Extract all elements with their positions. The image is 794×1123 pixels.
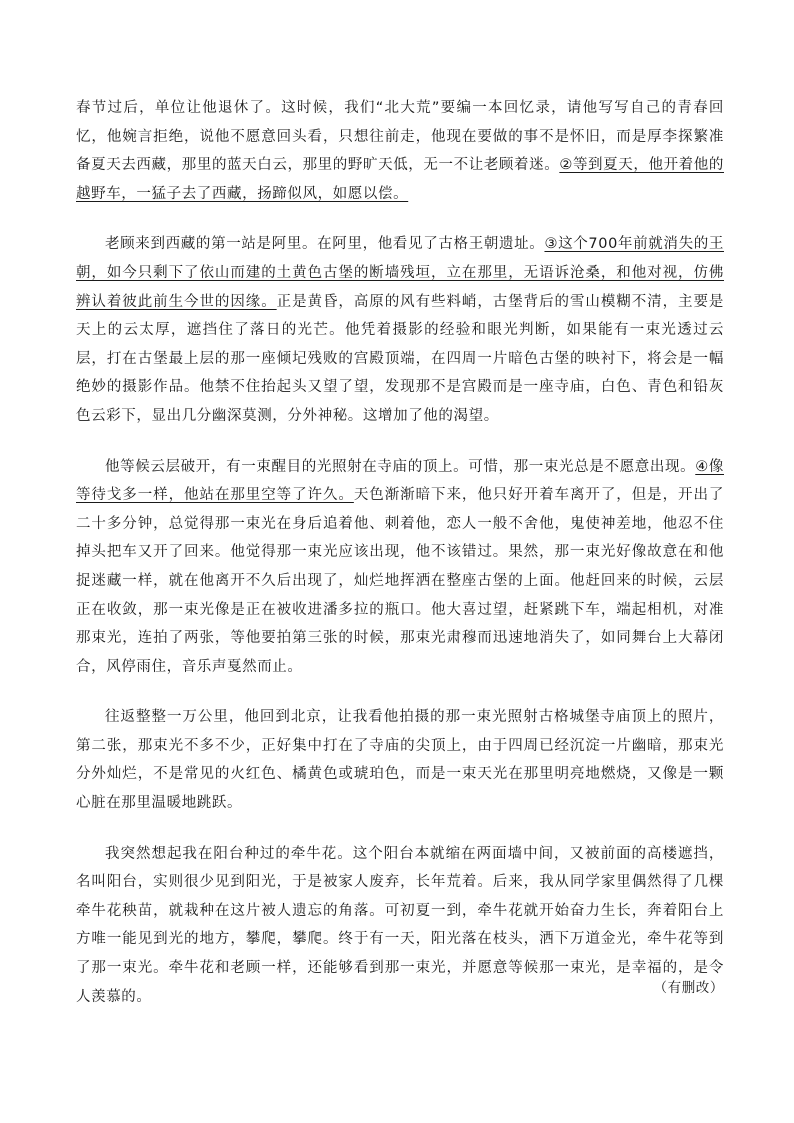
paragraph-2-tail: 正是黄昏，高原的风有些料峭，古堡背后的雪山模糊不清，主要是天上的云太厚，遮挡住了落日的光芒。他凭着摄影的经验和眼光判断，如果能有一束光透过云层，打在古堡最上层的那一座倾圮残败的宫殿顶端，在四周一片暗色古堡的映衬下，将会是一幅绝妙的摄影作品。他禁不住抬起头又望了望，发现那不是宫殿而是一座寺庙，白色、青色和铅灰色云彩下，显出几分幽深莫测，分外神秘。这增加了他的渴望。 (76, 293, 724, 424)
paragraph-4 (76, 703, 724, 817)
paragraph-5 (76, 840, 724, 1012)
paragraph-1-text: 春节过后，单位让他退休了。这时候，我们“北大荒”要编一本回忆录，请他写写自己的青春回忆，他婉言拒绝，说他不愿意回头看，只想往前走，他现在要做的事不是怀旧，而是厚李探繁准备夏天去西藏，那里的蓝天白云，那里的野旷天低，无一不让老顾着迷。 (76, 100, 724, 174)
article-body (76, 94, 724, 1033)
source-note: （有删改） (653, 980, 724, 996)
underlined-sentence-3: ③这个700年前就消失的王朝，如今只剩下了依山而建的土黄色古堡的断墙残垣，立在那里，无语诉沧桑，和他对视，仿佛辨认着彼此前生今世的因缘。 (76, 236, 724, 310)
paragraph-4-text: 往返整整一万公里，他回到北京，让我看他拍摄的那一束光照射古格城堡寺庙顶上的照片，第二张，那束光不多不少，正好集中打在了寺庙的尖顶上，由于四周已经沉淀一片幽暗，那束光分外灿烂，不是常见的火红色、橘黄色或琥珀色，而是一束天光在那里明亮地燃烧，又像是一颗心脏在那里温暖地跳跃。 (76, 709, 724, 812)
paragraph-1 (76, 94, 724, 208)
underlined-sentence-4: ④像等待戈多一样，他站在那里空等了许久。 (76, 458, 724, 504)
paragraph-2 (76, 230, 724, 430)
paragraph-2-text: 老顾来到西藏的第一站是阿里。在阿里，他看见了古格王朝遗址。 (105, 236, 545, 253)
paragraph-3-tail: 天色渐渐暗下来，他只好开着车离开了，但是，开出了二十多分钟，总觉得那一束光在身后追着他、刺着他，恋人一般不舍他，鬼使神差地，他忍不住掉头把车又开了回来。他觉得那一束光应该出现，他不该错过。果然，那一束光好像故意在和他捉迷藏一样，就在他离开不久后出现了，灿烂地挥洒在整座古堡的上面。他赶回来的时候，云层正在收敛，那一束光像是正在被收进潘多拉的瓶口。他大喜过望，赶紧跳下车，端起相机，对准那束光，连拍了两张，等他要拍第三张的时候，那束光肃穆而迅速地消失了，如同舞台上大幕闭合，风停雨住，音乐声戛然而止。 (76, 487, 724, 675)
paragraph-3 (76, 453, 724, 682)
paragraph-5-text: 我突然想起我在阳台种过的牵牛花。这个阳台本就缩在两面墙中间，又被前面的高楼遮挡，名叫阳台，实则很少见到阳光，于是被家人废弃，长年荒着。后来，我从同学家里偶然得了几棵牵牛花秧苗，就栽种在这片被人遗忘的角落。可初夏一到，牵牛花就开始奋力生长，奔着阳台上方唯一能见到光的地方，攀爬，攀爬。终于有一天，阳光落在枝头，洒下万道金光，牵牛花等到了那一束光。牵牛花和老顾一样，还能够看到那一束光，并愿意等候那一束光，是幸福的，是令人羡慕的。 (76, 845, 724, 1005)
underlined-sentence-2: ②等到夏天，他开着他的越野车，一猛子去了西藏，扬蹄似风，如愿以偿。 (76, 157, 724, 202)
paragraph-3-text: 他等候云层破开，有一束醒目的光照射在寺庙的顶上。可惜，那一束光总是不愿意出现。 (105, 458, 696, 475)
